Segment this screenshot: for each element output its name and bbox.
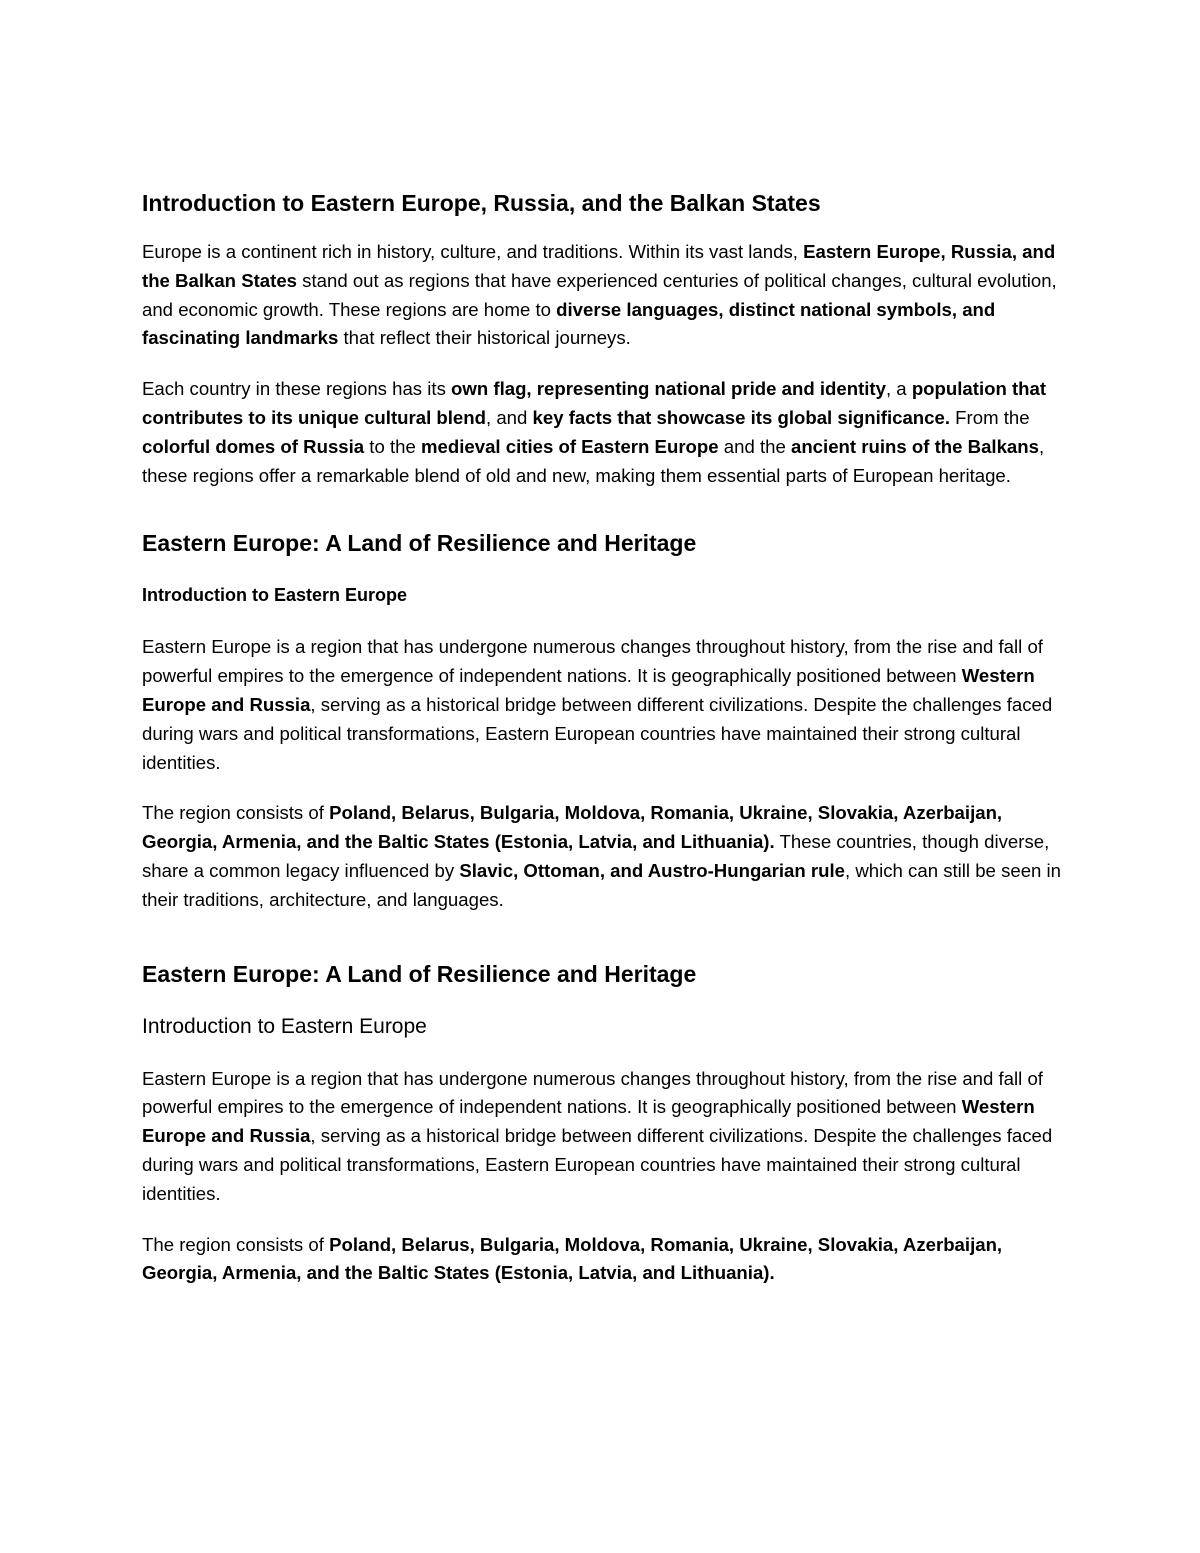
s1-p2-bold-1: Poland, Belarus, Bulgaria, Moldova, Romania, Ukraine, Slovakia, Azerbaijan, Georgia, Armenia, and the Baltic States (Estonia, Latvia, and Lithuania). xyxy=(142,802,1003,853)
section-2-heading: Eastern Europe: A Land of Resilience and Heritage xyxy=(142,960,697,987)
s1-p2-text-1: The region consists of xyxy=(142,802,330,824)
section-1-heading: Eastern Europe: A Land of Resilience and Heritage xyxy=(142,530,697,557)
intro-p2-text-4: From the xyxy=(950,406,1030,428)
intro-p1-text-3: that reflect their historical journeys. xyxy=(338,327,631,349)
s2-p2-text-1: The region consists of xyxy=(142,1233,330,1255)
intro-p2-text-2: , a xyxy=(885,378,912,400)
intro-paragraph-1 xyxy=(142,238,1062,353)
intro-paragraph-2 xyxy=(142,375,1062,490)
s1-p1-bold-1: Western Europe and Russia xyxy=(142,665,1035,715)
intro-p1-text-2: stand out as regions that have experienced centuries of political changes, cultural evolution, and economic growth. These regions are home to xyxy=(142,269,1057,320)
section-2-subheading: Introduction to Eastern Europe xyxy=(142,1014,427,1038)
section-1-paragraph-2 xyxy=(142,799,1062,914)
section-2-paragraph-1 xyxy=(142,1065,1062,1209)
section-2-paragraph-2 xyxy=(142,1231,1062,1289)
s2-p2-bold-1: Poland, Belarus, Bulgaria, Moldova, Romania, Ukraine, Slovakia, Azerbaijan, Georgia, Armenia, and the Baltic States (Estonia, Latvia, and Lithuania). xyxy=(142,1233,1003,1284)
intro-p1-bold-2: diverse languages, distinct national symbols, and fascinating landmarks xyxy=(142,298,996,349)
intro-p2-text-5: to the xyxy=(364,435,421,457)
intro-p2-bold-3: key facts that showcase its global significance. xyxy=(532,406,951,428)
s1-p1-text-1: Eastern Europe is a region that has undergone numerous changes throughout history, from the rise and fall of powerful empires to the emergence of independent nations. It is geographically positioned between xyxy=(142,636,1043,687)
s1-p2-text-3: , which can still be seen in their traditions, architecture, and languages. xyxy=(142,859,1062,910)
intro-p2-bold-1: own flag, representing national pride and identity xyxy=(451,378,886,400)
section-1-paragraph-1 xyxy=(142,633,1062,777)
intro-p2-text-6: and the xyxy=(718,435,791,457)
section-1-subheading: Introduction to Eastern Europe xyxy=(142,585,408,606)
intro-p2-bold-4: colorful domes of Russia xyxy=(142,435,365,457)
intro-p1-bold-1: Eastern Europe, Russia, and the Balkan States xyxy=(142,241,1056,291)
document-page xyxy=(142,183,1062,1288)
intro-p1-text-1: Europe is a continent rich in history, culture, and traditions. Within its vast lands, xyxy=(142,241,804,262)
s2-p1-text-2: , serving as a historical bridge between different civilizations. Despite the challenges faced during wars and political transformations, Eastern European countries have maintained their strong cultural identities. xyxy=(142,1125,1053,1204)
s2-p1-text-1: Eastern Europe is a region that has undergone numerous changes throughout history, from the rise and fall of powerful empires to the emergence of independent nations. It is geographically positioned between xyxy=(142,1067,1043,1118)
s1-p2-text-2: These countries, though diverse, share a common legacy influenced by xyxy=(142,831,1050,881)
intro-p2-text-7: , these regions offer a remarkable blend of old and new, making them essential parts of European heritage. xyxy=(142,435,1045,486)
intro-p2-text-3: , and xyxy=(486,406,533,428)
intro-p2-bold-2: population that contributes to its unique cultural blend xyxy=(142,378,1047,428)
s2-p1-bold-1: Western Europe and Russia xyxy=(142,1096,1035,1147)
s1-p1-text-2: , serving as a historical bridge between different civilizations. Despite the challenges faced during wars and political transformations, Eastern European countries have maintained their strong cultural identities. xyxy=(142,693,1053,773)
s1-p2-bold-2: Slavic, Ottoman, and Austro-Hungarian rule xyxy=(459,859,846,881)
intro-p2-bold-6: ancient ruins of the Balkans xyxy=(790,435,1039,457)
document-title: Introduction to Eastern Europe, Russia, and the Balkan States xyxy=(142,190,821,216)
intro-p2-text-1: Each country in these regions has its xyxy=(142,378,452,400)
intro-p2-bold-5: medieval cities of Eastern Europe xyxy=(421,435,719,457)
